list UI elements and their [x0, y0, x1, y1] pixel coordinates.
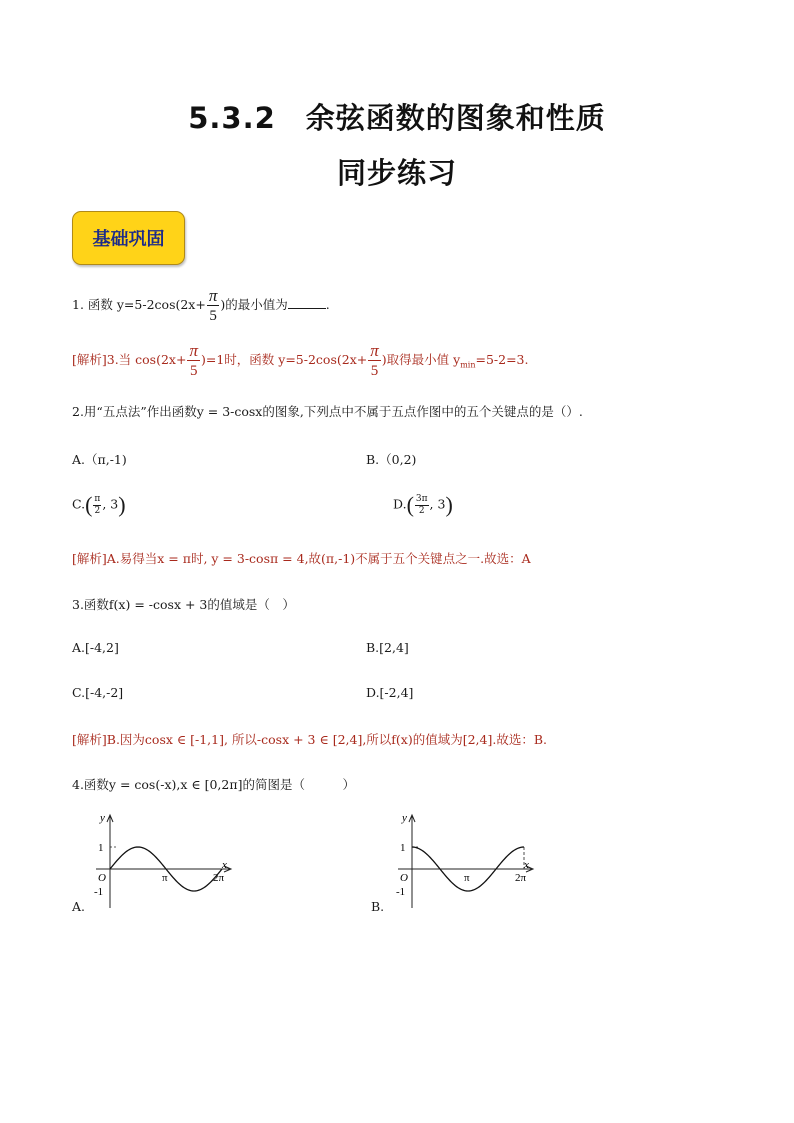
- y-axis-label: y: [402, 812, 407, 824]
- open-paren: (: [406, 492, 414, 517]
- x-axis-label: x: [524, 859, 529, 871]
- x-tick-pi: π: [463, 872, 470, 884]
- q1-frac-num: π: [208, 286, 218, 305]
- origin-label: O: [98, 872, 106, 884]
- close-paren: ): [445, 492, 453, 517]
- q2-option-b: B.（0,2): [366, 452, 417, 467]
- q3-option-b: B.[2,4]: [366, 640, 409, 655]
- page-title: 5.3.2 余弦函数的图象和性质: [188, 101, 606, 135]
- question-2: 2.用“五点法”作出函数y = 3-cosx的图象,下列点中不属于五点作图中的五个关键点的是（）.: [72, 404, 583, 419]
- graph-option-a: [88, 808, 238, 912]
- q1-analysis-frac2-den: 5: [370, 363, 379, 379]
- q1-fraction: [207, 287, 220, 324]
- q1-tail: .: [325, 297, 330, 312]
- q1-analysis-mid: )=1时，函数 y=5-2cos(2x+: [200, 352, 368, 367]
- q1-analysis-end: =5-2=3.: [475, 352, 529, 367]
- q1-frac-den: 5: [209, 308, 217, 324]
- q1-analysis: [72, 342, 529, 379]
- q3-analysis: [解析]B.因为cosx ∈ [-1,1], 所以-cosx + 3 ∈ [2,4],所以f(x)的值域为[2,4].故选：B.: [72, 732, 547, 747]
- q2-option-d: [393, 492, 453, 518]
- q2-option-d-fraction: [415, 495, 429, 516]
- q2-option-c-num: π: [94, 493, 101, 504]
- q2-option-c-label: C.: [72, 496, 86, 512]
- q2-option-c-tail: , 3: [102, 496, 119, 512]
- q2-option-c-den: 2: [94, 505, 101, 516]
- q2-option-d-tail: , 3: [429, 496, 446, 512]
- question-3: 3.函数f(x) = -cosx + 3的值域是（ ）: [72, 597, 295, 612]
- q1-analysis-fraction-2: [368, 342, 381, 379]
- question-4: 4.函数y = cos(-x),x ∈ [0,2π]的简图是（ ）: [72, 777, 355, 792]
- section-badge-label: 基础巩固: [92, 229, 165, 250]
- q1-suffix: )的最小值为: [220, 297, 288, 312]
- q2-analysis: [解析]A.易得当x = π时, y = 3-cosπ = 4,故(π,-1)不属于五个关键点之一.故选：A: [72, 551, 531, 566]
- q2-option-a: A.（π,-1): [72, 452, 127, 467]
- y-tick-1: 1: [98, 842, 104, 854]
- graph-option-b: [390, 808, 540, 912]
- question-1: [72, 287, 330, 324]
- q1-analysis-frac1-den: 5: [189, 363, 198, 379]
- x-tick-pi: π: [161, 872, 168, 884]
- y-axis-label: y: [100, 812, 105, 824]
- q2-option-c: [72, 492, 126, 518]
- q1-analysis-frac2-num: π: [370, 341, 379, 360]
- q1-analysis-suffix: )取得最小值 y: [381, 352, 461, 367]
- section-badge: [72, 211, 185, 265]
- x-tick-2pi: 2π: [514, 872, 527, 884]
- q2-option-d-num: 3π: [415, 493, 428, 504]
- page-subtitle: 同步练习: [336, 156, 457, 190]
- q1-analysis-frac1-num: π: [189, 341, 198, 360]
- q1-analysis-fraction-1: [187, 342, 200, 379]
- y-tick-neg1: -1: [94, 886, 104, 898]
- y-tick-1: 1: [400, 842, 406, 854]
- q1-prefix: 1. 函数 y=5-2cos(2x+: [72, 297, 206, 312]
- q3-option-a: A.[-4,2]: [72, 640, 119, 655]
- origin-label: O: [400, 872, 408, 884]
- open-paren: (: [85, 492, 93, 517]
- x-tick-2pi: 2π: [212, 872, 225, 884]
- close-paren: ): [118, 492, 126, 517]
- x-axis-label: x: [222, 859, 227, 871]
- q4-option-a-label: A.: [72, 899, 86, 914]
- q3-option-d: D.[-2,4]: [366, 685, 414, 700]
- q2-option-c-fraction: [93, 495, 101, 516]
- q4-option-b-label: B.: [371, 899, 385, 914]
- q1-analysis-sub: min: [460, 360, 476, 370]
- answer-blank: [288, 296, 326, 309]
- q2-option-d-den: 2: [418, 505, 425, 516]
- q2-option-d-label: D.: [393, 496, 407, 512]
- y-tick-neg1: -1: [396, 886, 406, 898]
- q1-analysis-prefix: [解析]3.当 cos(2x+: [72, 352, 187, 367]
- q3-option-c: C.[-4,-2]: [72, 685, 124, 700]
